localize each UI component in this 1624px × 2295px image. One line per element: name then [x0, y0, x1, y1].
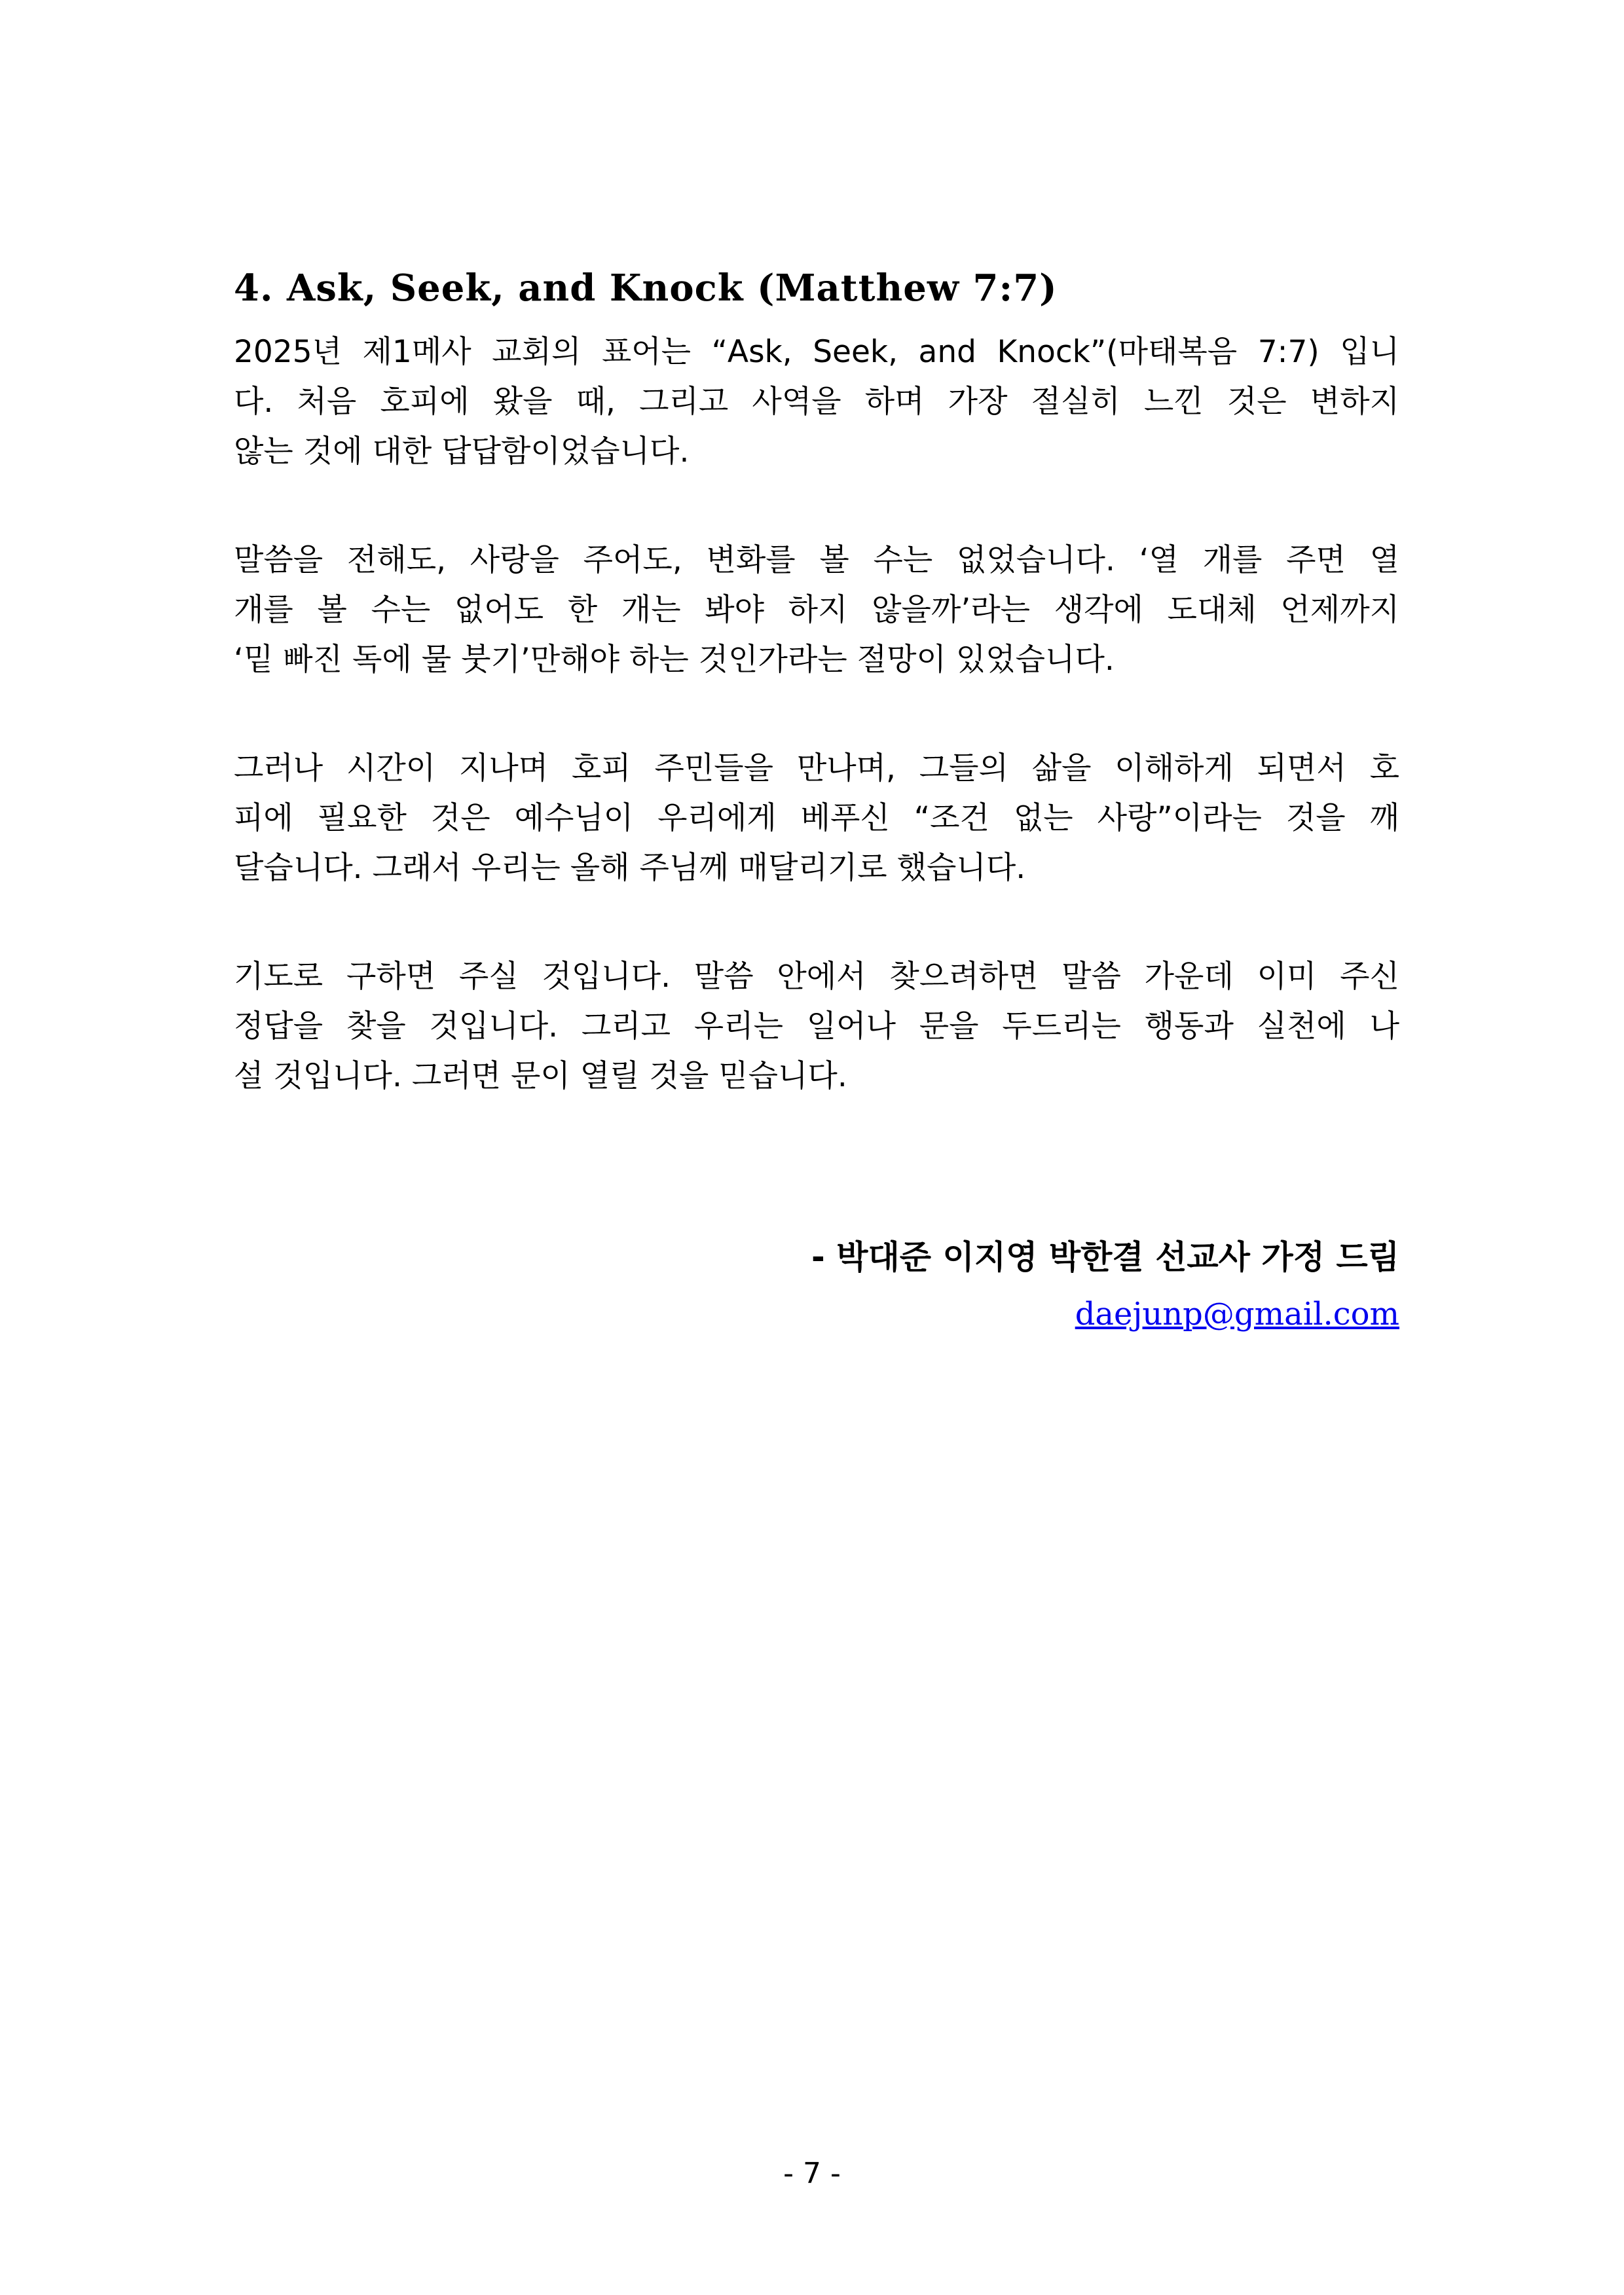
paragraph-line: 다. 처음 호피에 왔을 때, 그리고 사역을 하며 가장 절실히 느낀 것은 변하지	[234, 384, 1399, 420]
paragraph-2	[234, 536, 1399, 685]
paragraph-line: 2025년 제1메사 교회의 표어는 “Ask, Seek, and Knock”(마태복음 7:7) 입니	[234, 334, 1399, 370]
paragraph-line: 말씀을 전해도, 사랑을 주어도, 변화를 볼 수는 없었습니다. ‘열 개를 주면 열	[234, 542, 1399, 578]
paragraph-line: 개를 볼 수는 없어도 한 개는 봐야 하지 않을까’라는 생각에 도대체 언제까지	[234, 592, 1399, 628]
paragraph-4	[234, 952, 1399, 1101]
paragraph-line: ‘밑 빠진 독에 물 붓기’만해야 하는 것인가라는 절망이 있었습니다.	[234, 642, 1115, 678]
section-heading: 4. Ask, Seek, and Knock (Matthew 7:7)	[234, 266, 1058, 310]
paragraph-line: 않는 것에 대한 답답함이었습니다.	[234, 433, 690, 469]
paragraph-line: 기도로 구하면 주실 것입니다. 말씀 안에서 찾으려하면 말씀 가운데 이미 주신	[234, 959, 1399, 995]
paragraph-line: 달습니다. 그래서 우리는 올해 주님께 매달리기로 했습니다.	[234, 850, 1026, 886]
paragraph-line: 피에 필요한 것은 예수님이 우리에게 베푸신 “조건 없는 사랑”이라는 것을 깨	[234, 800, 1399, 836]
paragraph-1	[234, 327, 1399, 477]
email-link[interactable]: daejunp@gmail.com	[1075, 1296, 1399, 1332]
page-number: - 7 -	[783, 2157, 841, 2190]
paragraph-3	[234, 744, 1399, 893]
signature: - 박대준 이지영 박한결 선교사 가정 드림	[811, 1238, 1399, 1276]
paragraph-line: 그러나 시간이 지나며 호피 주민들을 만나며, 그들의 삶을 이해하게 되면서 호	[234, 750, 1399, 786]
paragraph-line: 설 것입니다. 그러면 문이 열릴 것을 믿습니다.	[234, 1058, 847, 1094]
paragraph-line: 정답을 찾을 것입니다. 그리고 우리는 일어나 문을 두드리는 행동과 실천에 나	[234, 1008, 1399, 1044]
